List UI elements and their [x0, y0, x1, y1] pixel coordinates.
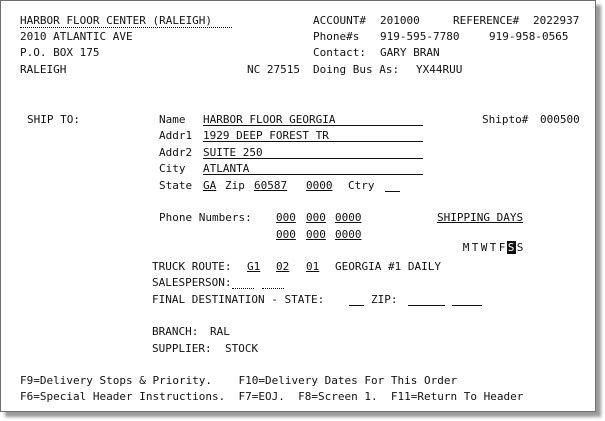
- addr1-field[interactable]: 1929 DEEP FOREST TR: [203, 129, 329, 142]
- zip-ext-field[interactable]: 0000: [306, 179, 333, 192]
- supplier-label: SUPPLIER:: [152, 342, 212, 355]
- branch-label: BRANCH:: [152, 325, 199, 338]
- phone-1-line[interactable]: 0000: [335, 211, 362, 224]
- truck-route-part-2[interactable]: 02: [276, 260, 290, 273]
- reference-number[interactable]: 2022937: [533, 14, 580, 27]
- phone-2-prefix[interactable]: 000: [306, 228, 326, 241]
- company-po-box: P.O. BOX 175: [20, 46, 100, 59]
- shipto-name-field[interactable]: HARBOR FLOOR GEORGIA: [203, 113, 336, 126]
- account-number[interactable]: 201000: [380, 14, 420, 27]
- addr2-field[interactable]: SUITE 250: [203, 146, 263, 159]
- shipping-day-monday[interactable]: M: [462, 241, 470, 254]
- company-city: RALEIGH: [20, 63, 67, 76]
- salesperson-field-1[interactable]: [232, 288, 254, 289]
- supplier-value[interactable]: STOCK: [225, 342, 259, 355]
- company-phone-2[interactable]: 919-958-0565: [489, 30, 569, 43]
- state-field[interactable]: GA: [203, 179, 217, 192]
- final-destination-state-field[interactable]: [349, 305, 364, 306]
- company-name-underline: [20, 27, 232, 28]
- phone-2-line[interactable]: 0000: [335, 228, 362, 241]
- salesperson-field-2[interactable]: [262, 288, 284, 289]
- company-state-zip: NC 27515: [247, 63, 300, 76]
- phone-numbers-label: Phone Numbers:: [159, 211, 252, 224]
- company-street: 2010 ATLANTIC AVE: [20, 30, 133, 43]
- contact-name[interactable]: GARY BRAN: [380, 46, 440, 59]
- city-underline: [203, 174, 423, 175]
- shipto-number[interactable]: 000500: [540, 113, 580, 126]
- company-phone-1[interactable]: 919-595-7780: [380, 30, 460, 43]
- shipping-days-label: SHIPPING DAYS: [437, 211, 524, 224]
- addr2-label: Addr2: [159, 146, 193, 159]
- phone-1-prefix[interactable]: 000: [306, 211, 326, 224]
- shipping-day-saturday[interactable]: S: [507, 241, 515, 254]
- function-keys-line-1[interactable]: F9=Delivery Stops & Priority. F10=Delivery Dates For This Order: [20, 374, 458, 387]
- city-field[interactable]: ATLANTA: [203, 162, 250, 175]
- name-label: Name: [159, 113, 186, 126]
- shipto-name-underline: [203, 125, 423, 126]
- dba-value[interactable]: YX44RUU: [416, 63, 463, 76]
- truck-route-part-1[interactable]: G1: [247, 260, 261, 273]
- shipto-number-label: Shipto#: [482, 113, 529, 126]
- phone-2-area[interactable]: 000: [276, 228, 296, 241]
- shipping-day-thursday[interactable]: T: [489, 241, 497, 254]
- final-destination-zip-field[interactable]: [408, 305, 445, 306]
- addr1-label: Addr1: [159, 129, 193, 142]
- truck-route-part-3[interactable]: 01: [306, 260, 320, 273]
- zip-label: Zip: [225, 179, 245, 192]
- addr2-underline: [203, 158, 423, 159]
- account-label: ACCOUNT#: [313, 14, 366, 27]
- city-label: City: [159, 162, 186, 175]
- phone-1-area[interactable]: 000: [276, 211, 296, 224]
- function-keys-line-2[interactable]: F6=Special Header Instructions. F7=EOJ. F8=Screen 1. F11=Return To Header: [20, 390, 524, 403]
- truck-route-label: TRUCK ROUTE:: [152, 260, 232, 273]
- contact-label: Contact:: [313, 46, 366, 59]
- addr1-underline: [203, 141, 423, 142]
- ship-to-label: SHIP TO:: [27, 113, 80, 126]
- final-destination-label: FINAL DESTINATION - STATE:: [152, 293, 325, 306]
- shipping-day-wednesday[interactable]: W: [480, 241, 488, 254]
- state-label: State: [159, 179, 193, 192]
- country-label: Ctry: [348, 179, 375, 192]
- phones-label: Phone#s: [313, 30, 360, 43]
- truck-route-description: GEORGIA #1 DAILY: [335, 260, 441, 273]
- dba-label: Doing Bus As:: [313, 63, 400, 76]
- reference-label: REFERENCE#: [453, 14, 520, 27]
- zip-field[interactable]: 60587: [254, 179, 288, 192]
- final-destination-zip-label: ZIP:: [371, 293, 398, 306]
- branch-value[interactable]: RAL: [210, 325, 230, 338]
- salesperson-label: SALESPERSON:: [152, 276, 232, 289]
- shipping-day-sunday[interactable]: S: [516, 241, 524, 254]
- shipping-day-friday[interactable]: F: [498, 241, 506, 254]
- company-name: HARBOR FLOOR CENTER (RALEIGH): [20, 14, 213, 27]
- shipping-day-tuesday[interactable]: T: [471, 241, 479, 254]
- country-field[interactable]: [385, 191, 400, 192]
- final-destination-zip-ext-field[interactable]: [452, 305, 482, 306]
- shipping-days-row: [435, 228, 525, 267]
